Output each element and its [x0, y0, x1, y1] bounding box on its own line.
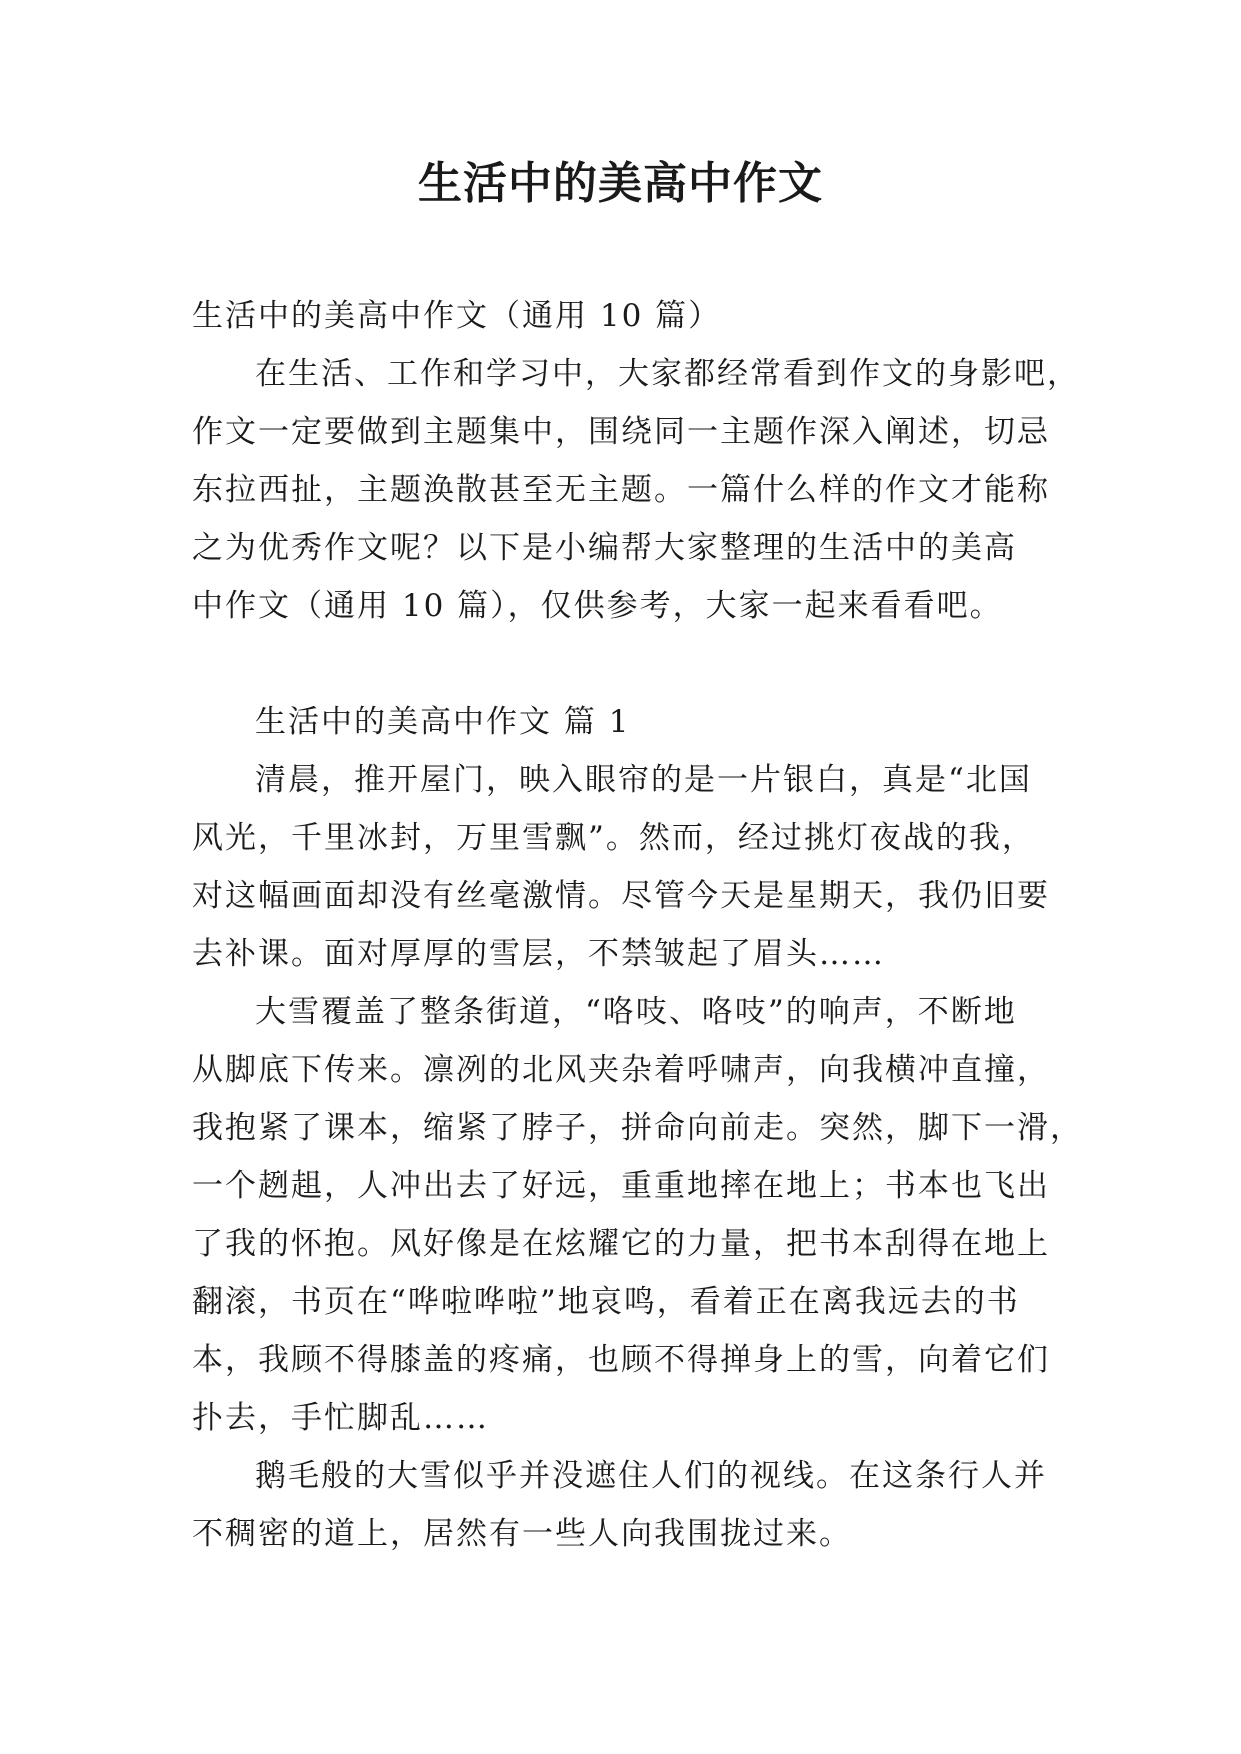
intro-line: 在生活、工作和学习中，大家都经常看到作文的身影吧， — [255, 356, 1080, 392]
paragraph-line: 去补课。面对厚厚的雪层，不禁皱起了眉头…… — [192, 936, 885, 972]
intro-line: 之为优秀作文呢？以下是小编帮大家整理的生活中的美高 — [192, 530, 1017, 566]
document-body — [192, 287, 1083, 1563]
intro-line: 作文一定要做到主题集中，围绕同一主题作深入阐述，切忌 — [192, 414, 1050, 450]
paragraph-1 — [192, 751, 1052, 983]
paragraph-line: 风光，千里冰封，万里雪飘”。然而，经过挑灯夜战的我， — [192, 820, 1035, 856]
paragraph-line: 清晨，推开屋门，映入眼帘的是一片银白，真是“北国 — [255, 762, 1032, 798]
paragraph-gap — [192, 635, 1052, 693]
section-heading: 生活中的美高中作文 篇 1 — [255, 704, 631, 740]
paragraph-line: 翻滚，书页在“哗啦哗啦”地哀鸣，看着正在离我远去的书 — [192, 1284, 1020, 1320]
paragraph-line: 我抱紧了课本，缩紧了脖子，拼命向前走。突然，脚下一滑， — [192, 1110, 1083, 1146]
paragraph-line: 了我的怀抱。风好像是在炫耀它的力量，把书本刮得在地上 — [192, 1226, 1050, 1262]
intro-line: 中作文（通用 10 篇），仅供参考，大家一起来看看吧。 — [192, 588, 1003, 624]
paragraph-line: 对这幅画面却没有丝毫激情。尽管今天是星期天，我仍旧要 — [192, 878, 1050, 914]
paragraph-line: 一个趔趄，人冲出去了好远，重重地摔在地上；书本也飞出 — [192, 1168, 1050, 1204]
paragraph-line: 不稠密的道上，居然有一些人向我围拢过来。 — [192, 1516, 852, 1552]
intro-paragraph — [192, 345, 1080, 635]
paragraph-line: 本，我顾不得膝盖的疼痛，也顾不得掸身上的雪，向着它们 — [192, 1342, 1050, 1378]
paragraph-2 — [192, 983, 1083, 1447]
paragraph-line: 扑去，手忙脚乱…… — [192, 1400, 489, 1436]
document-subtitle: 生活中的美高中作文（通用 10 篇） — [192, 298, 722, 334]
paragraph-line: 从脚底下传来。凛冽的北风夹杂着呼啸声，向我横冲直撞， — [192, 1052, 1050, 1088]
document-title: 生活中的美高中作文 — [418, 158, 823, 209]
paragraph-line: 大雪覆盖了整条街道，“咯吱、咯吱”的响声，不断地 — [255, 994, 1017, 1030]
paragraph-line: 鹅毛般的大雪似乎并没遮住人们的视线。在这条行人并 — [255, 1458, 1047, 1494]
intro-line: 东拉西扯，主题涣散甚至无主题。一篇什么样的作文才能称 — [192, 472, 1050, 508]
paragraph-3 — [192, 1447, 1052, 1563]
